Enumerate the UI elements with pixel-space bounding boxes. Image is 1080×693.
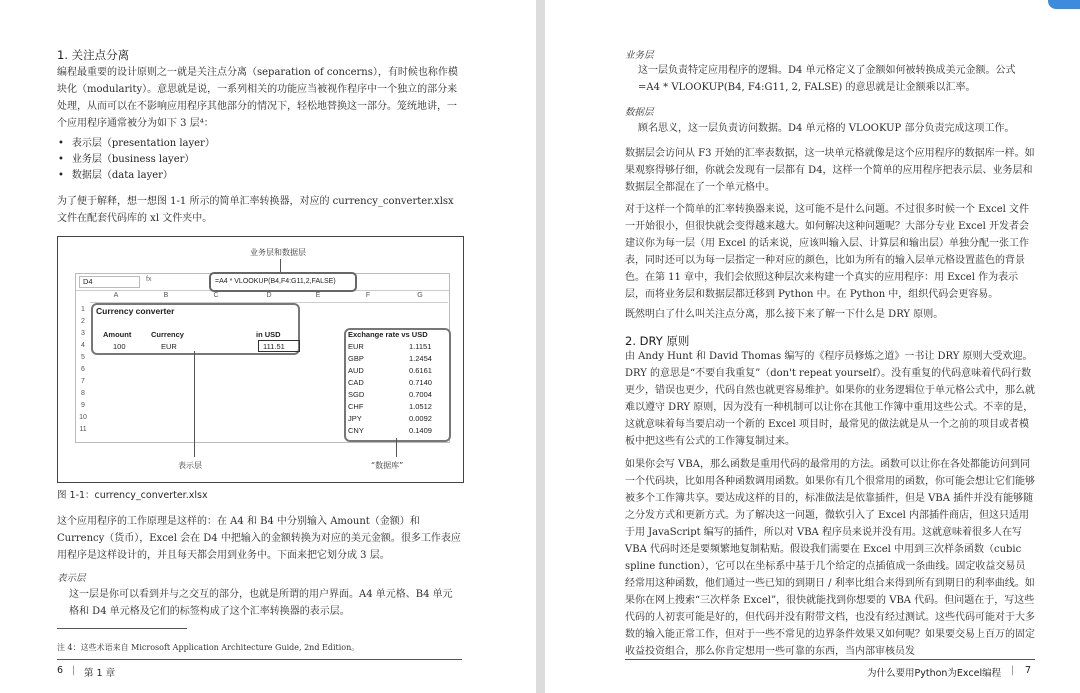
rate-value: 0.1409 [409,426,432,435]
section-heading-separation: 1. 关注点分离 [57,48,130,62]
rate-value: 0.6161 [409,366,432,375]
rate-currency: SGD [348,390,365,399]
value-amount[interactable]: 100 [113,342,126,351]
layer-list [58,136,458,184]
paragraph: 对于这样一个简单的汇率转换器来说，这可能不是什么问题。不过很多时候一个 Excel 文件一开始很小，但很快就会变得越来越大。如何解决这种问题呢？大部分专业 Excel 开发者会建议你为每一层（用 Excel 的话来说，应该叫输入层、计算层和输出层）单独分配一张工作表，同时还可以为每一层指定一种对应的颜色，比如为所有的输入层单元格设置蓝色的背景色。在第 11 章中，我们会依照这种层次来构建一个真实的应用程序：用 Excel 作为表示层，而将业务层和数据层都迁移到 Python 中。在 Python 中，组织代码会更容易。 [625,204,1030,300]
column-header: E [315,292,321,299]
formula-bar [76,274,449,291]
rate-value: 0.7140 [409,378,432,387]
paragraph: 为了便于解释，想一想图 1-1 所示的简单汇率转换器，对应的 currency_converter.xlsx 文件在配套代码库的 xl 文件夹中。 [57,196,454,224]
left-page [0,0,536,693]
page-number: 6 [57,665,64,676]
list-item: • 表示层（presentation layer） [58,136,458,152]
row-header: 2 [81,318,85,325]
callout-line [280,259,281,273]
row-header: 3 [81,330,85,337]
column-header: A [113,292,119,299]
subheading-presentation: 表示层 [57,573,86,584]
column-header: C [213,292,219,299]
row-header: 1 [81,306,85,313]
footer-rule [57,659,462,660]
subheading-data: 数据层 [625,107,654,118]
sheet-title: Currency converter [96,306,175,316]
callout-database: “数据库” [371,461,404,470]
column-header: D [266,292,272,299]
header-currency: Currency [151,330,184,339]
header-in-usd: in USD [256,330,281,339]
rate-value: 1.2454 [409,354,432,363]
name-box[interactable]: D4 [79,276,140,288]
rate-currency: AUD [348,366,364,375]
rate-currency: CHF [348,402,364,411]
rate-value: 0.7004 [409,390,432,399]
row-header: 9 [81,402,85,409]
callout-line [396,438,397,457]
row-header: 10 [79,414,87,421]
paragraph: 数据层会访问从 F3 开始的汇率表数据，这一块单元格就像是这个应用程序的数据库一样。如果观察得够仔细，你就会发现有一层都有 D4，这样一个简单的应用程序把表示层、业务层和数据层全都混在了一个单元格中。 [625,148,1035,193]
paragraph: 这个应用程序的工作原理是这样的：在 A4 和 B4 中分别输入 Amount（金额）和 Currency（货币），Excel 会在 D4 中把输入的金额转换为对应的美元金额。很多工作表应用程序是这样设计的，并且每天都会用到业务中。下面来把它划分成 3 层。 [57,516,461,561]
section-heading-dry: 2. DRY 原则 [625,334,690,348]
chapter-label: 第 1 章 [84,668,116,679]
rate-value: 1.1151 [409,342,432,351]
column-header: F [365,292,371,299]
figure-caption: 图 1-1：currency_converter.xlsx [57,490,208,501]
page-gutter [536,0,545,693]
row-header: 5 [81,354,85,361]
paragraph: 顾名思义，这一层负责访问数据。D4 单元格的 VLOOKUP 部分负责完成这项工作。 [638,123,1015,134]
value-currency[interactable]: EUR [161,342,177,351]
list-item: • 业务层（business layer） [58,152,458,168]
callout-presentation: 表示层 [178,461,202,470]
spreadsheet [75,273,450,443]
footer-separator: | [1011,665,1015,676]
footnote: 注 4：这些术语来自 Microsoft Application Architecture Guide, 2nd Edition。 [57,643,360,652]
column-header: G [417,292,423,299]
formula-field[interactable]: =A4 * VLOOKUP(B4,F4:G11,2,FALSE) [209,272,357,292]
rate-currency: JPY [348,414,362,423]
column-header: B [163,292,169,299]
rate-value: 0.0092 [409,414,432,423]
list-item: • 数据层（data layer） [58,168,458,184]
rates-header: Exchange rate vs USD [348,330,428,339]
rate-currency: EUR [348,342,364,351]
header-amount: Amount [103,330,132,339]
paragraph: 这一层负责特定应用程序的逻辑。D4 单元格定义了金额如何被转换成美元金额。公式 =A4 * VLOOKUP(B4, F4:G11, 2, FALSE) 的意思就是让金额乘以汇率。 [638,65,1016,93]
callout-line [194,351,195,457]
page-number: 7 [1025,665,1032,676]
rate-currency: CNY [348,426,364,435]
window-corner-indicator [1048,0,1080,9]
paragraph: 编程最重要的设计原则之一就是关注点分离（separation of concerns），有时候也称作模块化（modularity）。意思就是说，一系列相关的功能应当被视作程序中一个独立的部分来处理，从而可以在不影响应用程序其他部分的情况下，轻松地替换这一部分。笼统地讲，一个应用程序通常被分为如下 3 层⁴： [57,67,458,129]
callout-business-data: 业务层和数据层 [250,248,306,257]
rate-value: 1.0512 [409,402,432,411]
rate-currency: GBP [348,354,364,363]
paragraph: 如果你会写 VBA，那么函数是重用代码的最常用的方法。函数可以让你在各处都能访问到同一个代码块，比如用各种函数调用函数。如果你有几个很常用的函数，你可能会想让它们能够被多个工作簿共享。要达成这样的目的，标准做法是依靠插件，但是 VBA 插件并没有能够随之分发方式和更新方式。为了解决这一问题，微软引入了 Excel 内部插件商店，但这只适用于用 JavaScript 编写的插件，所以对 VBA 程序员来说并没有用。这就意味着很多人在写 VBA 代码时还是要频繁地复制粘贴。假设我们需要在 Excel 中用到三次样条函数（cubic spline function），它可以在坐标系中基于几个给定的点插值成一条曲线。固定收益交易员经常用这种函数，他们通过一些已知的到期日 / 利率比组合来得到所有到期日的利率曲线。如果你在网上搜索“三次样条 Excel”，很快就能找到你想要的 VBA 代码。但问题在于，写这些代码的人初衷可能是好的，但代码并没有附带文档，也没有经过测试。这些代码可能对于大多数的输入能正常工作，但对于一些不常见的边界条件效果又如何呢？如果要交易上百万的固定收益投资组合，那么你肯定想用一些可靠的东西，当内部审核员发 [625,459,1035,657]
running-title: 为什么要用Python为Excel编程 [867,668,1002,679]
footer-separator: | [72,665,76,676]
fx-icon: fx [146,276,152,283]
paragraph: 既然明白了什么叫关注点分离，那么接下来了解一下什么是 DRY 原则。 [625,309,944,320]
row-header: 11 [79,426,87,433]
footnote-rule [57,628,187,629]
row-header: 6 [81,366,85,373]
value-in-usd[interactable]: 111.51 [258,340,300,352]
row-header: 4 [81,342,85,349]
right-page [545,0,1080,693]
row-header: 7 [81,378,85,385]
subheading-business: 业务层 [625,50,654,61]
row-header: 8 [81,390,85,397]
footer-rule [625,659,1035,660]
rate-currency: CAD [348,378,364,387]
paragraph: 由 Andy Hunt 和 David Thomas 编写的《程序员修炼之道》一书让 DRY 原则大受欢迎。DRY 的意思是“不要自我重复”（don't repeat yourself）。没有重复的代码意味着代码行数更少，错误也更少，代码自然也就更容易维护。如果你的业务逻辑位于单元格公式中，那么就难以遵守 DRY 原则，因为没有一种机制可以让你在其他工作簿中重用这些公式。不幸的是，这就意味着每当要启动一个新的 Excel 项目时，最常见的做法就是从一个之前的项目或者模板中把这些有公式的工作簿复制过来。 [625,351,1035,447]
paragraph: 这一层是你可以看到并与之交互的部分，也就是所谓的用户界面。A4 单元格、B4 单元格和 D4 单元格及它们的标签构成了这个汇率转换器的表示层。 [69,589,453,617]
figure-currency-converter [57,236,464,483]
